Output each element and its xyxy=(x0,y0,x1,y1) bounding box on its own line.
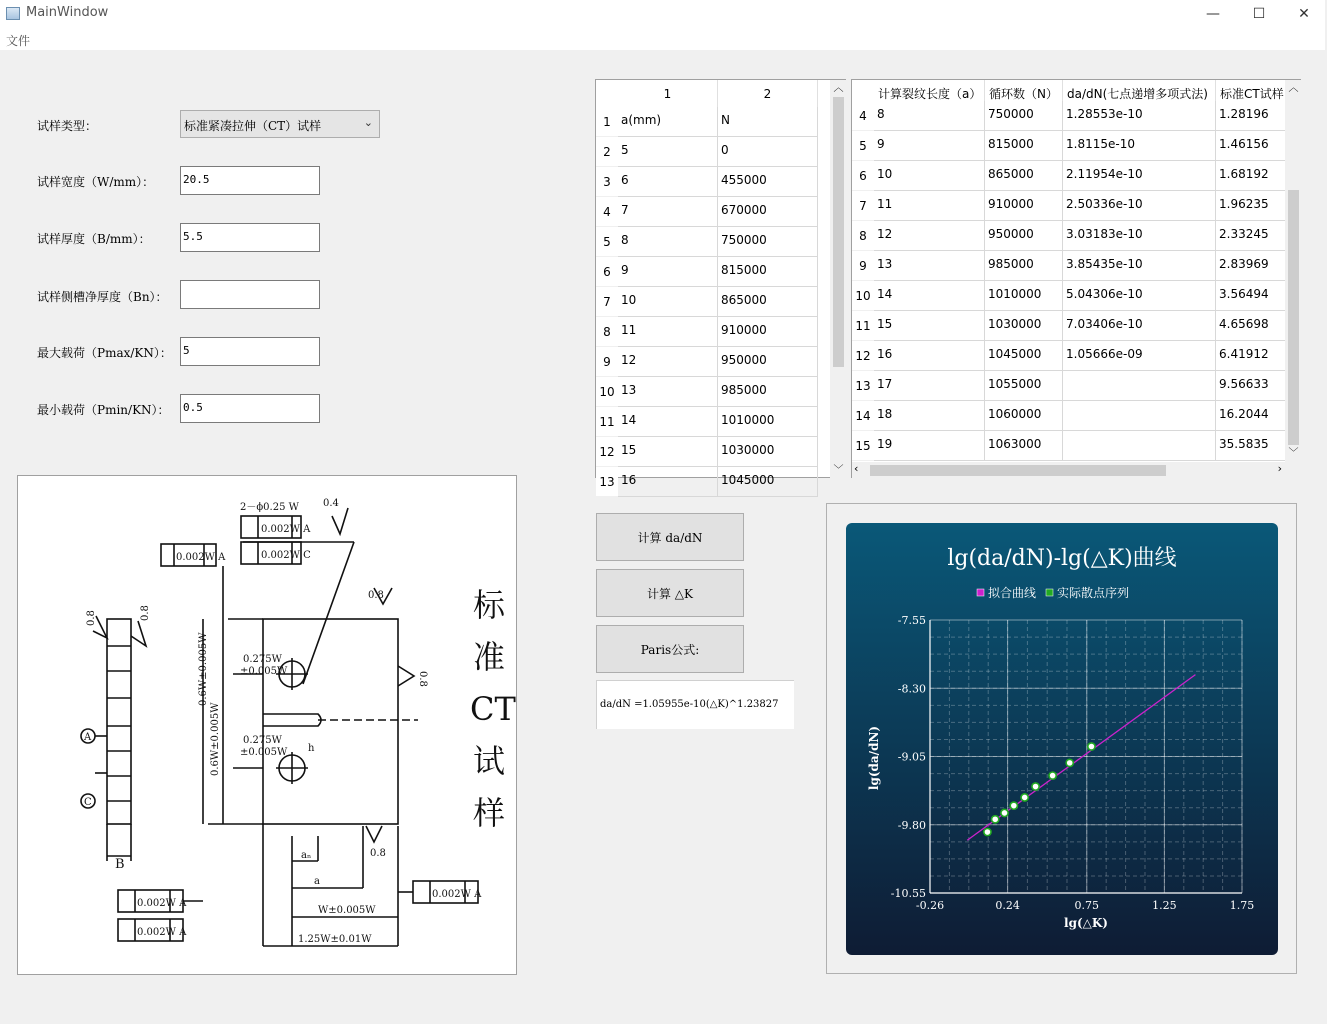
minimize-button[interactable]: — xyxy=(1206,6,1220,22)
svg-text:0.6W±0.005W: 0.6W±0.005W xyxy=(210,702,221,776)
chart-title: lg(da/dN)-lg(△K)曲线 xyxy=(947,546,1177,571)
scroll-thumb[interactable] xyxy=(1288,190,1299,445)
side-title-2: 准 xyxy=(473,638,506,676)
table-cell[interactable]: 3.85435e-10 xyxy=(1063,251,1216,281)
table-cell[interactable]: 1.8115e-10 xyxy=(1063,131,1216,161)
table-cell[interactable]: 3.03183e-10 xyxy=(1063,221,1216,251)
chart-card xyxy=(846,523,1278,955)
vertical-scrollbar[interactable] xyxy=(1285,80,1302,462)
table-cell[interactable]: 9 xyxy=(874,131,985,161)
svg-text:C: C xyxy=(84,797,92,808)
pmax-input[interactable]: 5 xyxy=(180,337,320,366)
window-title: MainWindow xyxy=(26,5,109,20)
table-cell[interactable]: 13 xyxy=(618,377,718,407)
vertical-scrollbar[interactable] xyxy=(830,80,847,479)
table-cell[interactable]: 1045000 xyxy=(718,467,818,497)
svg-text:a: a xyxy=(314,876,320,887)
y-tick-label: -9.80 xyxy=(897,818,926,832)
svg-text:W±0.005W: W±0.005W xyxy=(318,905,376,916)
row-header[interactable]: 6 xyxy=(852,161,874,191)
legend-scatter-label: 实际散点序列 xyxy=(1057,586,1130,600)
table-cell[interactable]: 865000 xyxy=(985,161,1063,191)
table-cell[interactable]: 14 xyxy=(874,281,985,311)
table-cell[interactable]: 14 xyxy=(618,407,718,437)
groove-thickness-input[interactable] xyxy=(180,280,320,309)
maximize-button[interactable]: ☐ xyxy=(1252,6,1266,22)
paris-formula-output: da/dN =1.05955e-10(△K)^1.23827 xyxy=(596,680,794,729)
column-header[interactable]: 循环数（N） xyxy=(985,80,1063,107)
table-cell[interactable]: 17 xyxy=(874,371,985,401)
table-cell[interactable]: 985000 xyxy=(718,377,818,407)
row-header[interactable]: 4 xyxy=(596,197,618,227)
y-tick-label: -8.30 xyxy=(897,682,926,696)
chevron-down-icon: ⌄ xyxy=(363,116,373,129)
table-cell[interactable]: 1.28553e-10 xyxy=(1063,101,1216,131)
table-cell[interactable]: 6 xyxy=(618,167,718,197)
table-cell[interactable]: 0 xyxy=(718,137,818,167)
svg-text:0.002W A: 0.002W A xyxy=(137,927,187,938)
table-cell[interactable]: 2.33245 xyxy=(1216,221,1286,251)
table-cell[interactable]: 5.04306e-10 xyxy=(1063,281,1216,311)
table-cell[interactable]: 750000 xyxy=(985,101,1063,131)
table-cell[interactable]: 865000 xyxy=(718,287,818,317)
paris-chart xyxy=(846,523,1278,955)
legend-fit-label: 拟合曲线 xyxy=(988,586,1037,600)
svg-text:0.4: 0.4 xyxy=(323,498,339,509)
table-cell[interactable]: a(mm) xyxy=(618,107,718,137)
scroll-down-icon[interactable]: ﹀ xyxy=(1288,448,1299,459)
table-cell[interactable]: 18 xyxy=(874,401,985,431)
close-button[interactable]: ✕ xyxy=(1298,6,1310,22)
calc-dk-button[interactable]: 计算 △K xyxy=(596,569,744,617)
table-cell[interactable]: 16.2044 xyxy=(1216,401,1286,431)
table-cell[interactable]: 9 xyxy=(618,257,718,287)
x-tick-label: 1.75 xyxy=(1229,899,1255,912)
row-header[interactable]: 11 xyxy=(596,407,618,437)
table-cell[interactable]: 9.56633 xyxy=(1216,371,1286,401)
column-header[interactable]: 2 xyxy=(718,80,818,107)
calc-dadn-button[interactable]: 计算 da/dN xyxy=(596,513,744,561)
svg-text:0.002W A: 0.002W A xyxy=(137,898,187,909)
table-cell[interactable]: 6.41912 xyxy=(1216,341,1286,371)
row-header[interactable]: 3 xyxy=(596,167,618,197)
input-data-table[interactable] xyxy=(595,79,846,489)
y-tick-label: -7.55 xyxy=(897,614,926,627)
table-cell[interactable]: 750000 xyxy=(718,227,818,257)
table-cell[interactable]: 10 xyxy=(874,161,985,191)
pmax-label: 最大载荷（Pmax/KN）： xyxy=(37,346,172,360)
table-cell[interactable]: 35.5835 xyxy=(1216,431,1286,461)
table-cell[interactable]: 950000 xyxy=(985,221,1063,251)
table-cell[interactable]: 2.11954e-10 xyxy=(1063,161,1216,191)
row-header[interactable]: 12 xyxy=(852,341,874,371)
svg-text:2－ϕ0.25 W: 2－ϕ0.25 W xyxy=(240,502,299,513)
table-cell[interactable]: 11 xyxy=(618,317,718,347)
table-cell[interactable] xyxy=(1063,401,1216,431)
table-cell[interactable]: 1055000 xyxy=(985,371,1063,401)
table-cell[interactable]: 12 xyxy=(874,221,985,251)
svg-text:0.002W A: 0.002W A xyxy=(176,552,226,563)
table-cell[interactable]: 3.56494 xyxy=(1216,281,1286,311)
scroll-thumb-h[interactable] xyxy=(870,465,1166,476)
row-header[interactable]: 5 xyxy=(852,131,874,161)
table-cell[interactable]: 1.28196 xyxy=(1216,101,1286,131)
row-header[interactable]: 2 xyxy=(596,137,618,167)
row-header[interactable]: 9 xyxy=(596,347,618,377)
row-header[interactable]: 14 xyxy=(852,401,874,431)
table-cell[interactable]: 1063000 xyxy=(985,431,1063,461)
table-cell[interactable]: 1010000 xyxy=(718,407,818,437)
table-cell[interactable] xyxy=(1063,371,1216,401)
scatter-point xyxy=(1066,759,1073,766)
thickness-label: 试样厚度（B/mm）： xyxy=(37,232,151,246)
svg-text:0.002W A: 0.002W A xyxy=(432,889,482,900)
table-cell[interactable]: 910000 xyxy=(718,317,818,347)
svg-text:0.8: 0.8 xyxy=(368,590,384,601)
svg-text:1.25W±0.01W: 1.25W±0.01W xyxy=(298,934,372,945)
row-header[interactable]: 1 xyxy=(596,107,618,137)
table-cell[interactable]: 910000 xyxy=(985,191,1063,221)
scroll-down-icon[interactable]: ﹀ xyxy=(833,465,844,476)
row-header[interactable]: 8 xyxy=(596,317,618,347)
table-cell[interactable] xyxy=(1063,431,1216,461)
scatter-point xyxy=(1032,783,1039,790)
scatter-point xyxy=(984,828,991,835)
table-cell[interactable]: 19 xyxy=(874,431,985,461)
paris-button[interactable]: Paris公式: xyxy=(596,625,744,673)
side-title-4: 试 xyxy=(473,742,506,780)
specimen-type-select[interactable] xyxy=(180,110,380,138)
svg-text:h: h xyxy=(308,743,315,754)
scroll-up-icon[interactable]: ︿ xyxy=(833,83,844,94)
table-cell[interactable]: 7 xyxy=(618,197,718,227)
specimen-drawing xyxy=(17,475,517,975)
x-tick-label: -0.26 xyxy=(915,899,945,912)
side-title-5: 样 xyxy=(473,794,506,832)
width-input[interactable]: 20.5 xyxy=(180,166,320,195)
table-cell[interactable]: 16 xyxy=(874,341,985,371)
specimen-type-value: 标准紧凑拉伸（CT）试样 xyxy=(184,119,322,133)
svg-text:0.275W: 0.275W xyxy=(243,654,282,665)
menu-bar xyxy=(0,28,1325,50)
table-cell[interactable]: 1.46156 xyxy=(1216,131,1286,161)
scatter-point xyxy=(1049,772,1056,779)
row-header[interactable]: 5 xyxy=(596,227,618,257)
side-title-1: 标 xyxy=(473,586,506,624)
table-cell[interactable]: 1.68192 xyxy=(1216,161,1286,191)
pmin-label: 最小载荷（Pmin/KN）： xyxy=(37,403,170,417)
thickness-input[interactable]: 5.5 xyxy=(180,223,320,252)
table-cell[interactable]: 10 xyxy=(618,287,718,317)
x-axis-label: lg(△K) xyxy=(1064,916,1108,930)
row-header[interactable]: 13 xyxy=(596,467,618,497)
groove-thickness-label: 试样侧槽净厚度（Bn）： xyxy=(37,290,168,304)
svg-text:0.8: 0.8 xyxy=(86,610,97,626)
row-header[interactable]: 13 xyxy=(852,371,874,401)
scroll-thumb[interactable] xyxy=(833,97,844,367)
scatter-point xyxy=(992,816,999,823)
row-header[interactable]: 4 xyxy=(852,101,874,131)
horizontal-scrollbar[interactable] xyxy=(852,462,1302,479)
side-title-3: CT xyxy=(470,690,516,728)
table-cell[interactable]: 2.83969 xyxy=(1216,251,1286,281)
row-header[interactable]: 10 xyxy=(596,377,618,407)
svg-text:0.8: 0.8 xyxy=(370,848,386,859)
table-cell[interactable]: 5 xyxy=(618,137,718,167)
row-header[interactable]: 12 xyxy=(596,437,618,467)
table-cell[interactable]: N xyxy=(718,107,818,137)
table-cell[interactable]: 8 xyxy=(874,101,985,131)
row-header[interactable]: 9 xyxy=(852,251,874,281)
table-cell[interactable]: 815000 xyxy=(985,131,1063,161)
scroll-left-icon[interactable]: ‹ xyxy=(854,462,859,475)
table-cell[interactable]: 1.96235 xyxy=(1216,191,1286,221)
table-cell[interactable]: 670000 xyxy=(718,197,818,227)
table-cell[interactable]: 15 xyxy=(618,437,718,467)
column-header[interactable]: 1 xyxy=(618,80,718,107)
table-cell[interactable]: 11 xyxy=(874,191,985,221)
row-header[interactable]: 7 xyxy=(852,191,874,221)
row-header[interactable]: 6 xyxy=(596,257,618,287)
table-cell[interactable]: 1030000 xyxy=(718,437,818,467)
svg-text:±0.005W: ±0.005W xyxy=(240,666,288,677)
legend-fit-swatch xyxy=(977,589,984,596)
y-axis-label: lg(da/dN) xyxy=(867,725,881,791)
x-tick-label: 0.24 xyxy=(995,899,1020,912)
table-cell[interactable]: 815000 xyxy=(718,257,818,287)
table-cell[interactable]: 1030000 xyxy=(985,311,1063,341)
table-cell[interactable]: 950000 xyxy=(718,347,818,377)
x-tick-label: 0.75 xyxy=(1074,899,1100,912)
table-cell[interactable]: 1060000 xyxy=(985,401,1063,431)
scroll-right-icon[interactable]: › xyxy=(1277,462,1282,475)
row-header[interactable]: 7 xyxy=(596,287,618,317)
table-cell[interactable]: 16 xyxy=(618,467,718,497)
table-cell[interactable]: 12 xyxy=(618,347,718,377)
ct-specimen-figure xyxy=(18,476,518,976)
result-data-table[interactable] xyxy=(851,79,1301,478)
app-icon xyxy=(6,7,20,20)
table-cell[interactable]: 985000 xyxy=(985,251,1063,281)
y-tick-label: -10.55 xyxy=(890,887,926,900)
svg-text:0.8: 0.8 xyxy=(140,605,151,621)
table-cell[interactable]: 4.65698 xyxy=(1216,311,1286,341)
pmin-input[interactable]: 0.5 xyxy=(180,394,320,423)
svg-text:A: A xyxy=(84,732,92,743)
column-header[interactable]: 标准CT试样 xyxy=(1216,80,1286,107)
scatter-point xyxy=(1088,743,1095,750)
scatter-point xyxy=(1010,802,1017,809)
row-header[interactable]: 10 xyxy=(852,281,874,311)
table-cell[interactable]: 15 xyxy=(874,311,985,341)
width-label: 试样宽度（W/mm）： xyxy=(37,175,155,189)
row-header[interactable]: 11 xyxy=(852,311,874,341)
scatter-point xyxy=(1021,794,1028,801)
svg-text:0.002W C: 0.002W C xyxy=(261,550,311,561)
x-tick-label: 1.25 xyxy=(1152,899,1177,912)
menu-file[interactable]: 文件 xyxy=(6,34,31,48)
table-cell[interactable]: 8 xyxy=(618,227,718,257)
table-cell[interactable]: 455000 xyxy=(718,167,818,197)
table-cell[interactable]: 2.50336e-10 xyxy=(1063,191,1216,221)
table-cell[interactable]: 7.03406e-10 xyxy=(1063,311,1216,341)
specimen-type-label: 试样类型： xyxy=(37,119,98,133)
table-cell[interactable]: 13 xyxy=(874,251,985,281)
row-header[interactable]: 8 xyxy=(852,221,874,251)
title-bar xyxy=(0,0,1325,28)
legend-scatter-swatch xyxy=(1046,589,1053,596)
scatter-point xyxy=(1001,809,1008,816)
svg-text:0.275W: 0.275W xyxy=(243,735,282,746)
column-header[interactable]: da/dN(七点递增多项式法) xyxy=(1063,80,1216,107)
table-cell[interactable]: 1010000 xyxy=(985,281,1063,311)
table-cell[interactable]: 1045000 xyxy=(985,341,1063,371)
svg-text:0.6W±0.005W: 0.6W±0.005W xyxy=(198,632,209,706)
column-header[interactable]: 计算裂纹长度（a） xyxy=(874,80,985,107)
row-header[interactable]: 15 xyxy=(852,431,874,461)
table-cell[interactable]: 1.05666e-09 xyxy=(1063,341,1216,371)
svg-text:±0.005W: ±0.005W xyxy=(240,747,288,758)
svg-text:0.8: 0.8 xyxy=(417,671,428,687)
scroll-up-icon[interactable]: ︿ xyxy=(1288,83,1299,94)
svg-text:aₙ: aₙ xyxy=(301,850,312,861)
svg-text:0.002W A: 0.002W A xyxy=(261,524,311,535)
svg-text:B: B xyxy=(115,857,125,872)
y-tick-label: -9.05 xyxy=(897,750,926,764)
